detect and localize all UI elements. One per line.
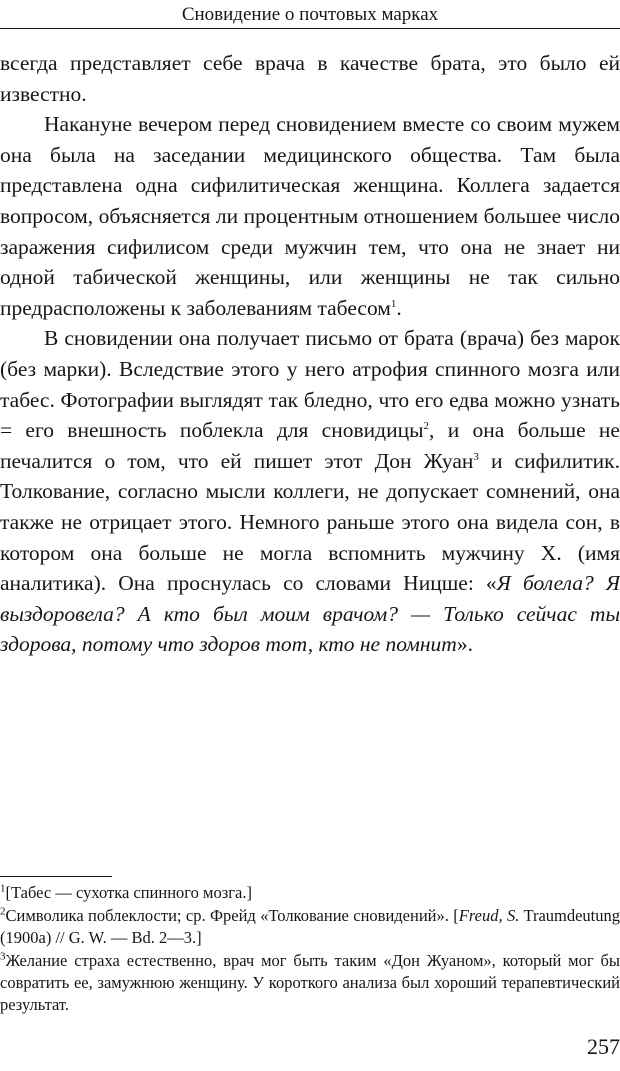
page-number: 257	[587, 1034, 620, 1059]
footnote-ref-1: 1	[390, 297, 397, 310]
running-head: Сновидение о почтовых марках	[181, 4, 439, 25]
paragraph-2: Накануне вечером перед сновидением вместе со своим мужем она была на заседании медицинского общества. Там была представлена одна сифилитическая женщина. Коллега задается вопросом, объясняется ли процентным отношением большее число заражения сифилисом среди мужчин тем, что она не знает ни одной табической женщины, или женщины не так сильно предрасположены к заболеваниям табесом$^1$.	[0, 112, 620, 320]
footnotes	[0, 882, 620, 1017]
paragraph-3-part-2: , и она больше не печалится о том, что ей пишет этот Дон Жуан	[0, 418, 620, 473]
footnote-2-text-a: Символика поблеклости; ср. Фрейд «Толкование сновидений». [	[5, 906, 459, 925]
footnote-number-2: 2	[0, 905, 6, 918]
paragraph-3	[0, 323, 620, 660]
paragraph-3-part-1: В сновидении она получает письмо от брата (врача) без марок (без марки). Вследствие этого у него атрофия спинного мозга или табес. Фотографии выглядят так бледно, что его едва можно узнать = его внешность поблекла для сновидицы	[0, 326, 620, 443]
nietzsche-quote: Я болела? Я выздоровела? А кто был моим врачом? — Только сейчас ты здорова, потому что здоров тот, кто не помнит	[0, 571, 620, 657]
footnote-number-3: 3	[0, 950, 6, 963]
paragraph-1	[0, 48, 620, 109]
paragraph-3-part-3: и сифилитик. Толкование, согласно мысли коллеги, не допускает сомнений, она также не отрицает этого. Немного раньше этого она видела сон, в котором она больше не могла вспомнить мужчину X. (имя аналитика). Она проснулась со словами Ницше: «	[0, 448, 620, 596]
footnote-2	[0, 905, 620, 949]
paragraph-1-text: всегда представляет себе врача в качестве брата, это было ей известно.	[0, 51, 620, 106]
footnote-3-text: Желание страха естественно, врач мог быть таким «Дон Жуаном», который мог бы совратить ее, замужнюю женщину. У короткого анализа был хороший терапевтический результат.	[0, 951, 620, 1014]
footnote-3	[0, 950, 620, 1016]
header-rule	[0, 28, 620, 29]
footnote-2-text-b: Traumdeutung (1900a) // G. W. — Bd. 2—3.]	[0, 906, 620, 947]
paragraph-3-part-4: ».	[456, 632, 473, 657]
paragraph-2-text: Накануне вечером перед сновидением вместе со своим мужем она была на заседании медицинского общества. Там была представлена одна сифилитическая женщина. Коллега задается вопросом, объясняется ли процентным отношением большее число заражения сифилисом среди мужчин тем, что она не знает ни одной табической женщины, или женщины не так сильно предрасположены к заболеваниям табесом	[0, 112, 620, 320]
footnote-ref-2: 2	[423, 419, 430, 432]
footnote-number-1: 1	[0, 882, 6, 895]
footnote-rule	[0, 876, 112, 877]
body-text	[0, 48, 620, 660]
footnote-1-text: [Табес — сухотка спинного мозга.]	[5, 883, 252, 902]
footnote-ref-3: 3	[473, 450, 479, 463]
footnote-2-author: Freud, S.	[458, 906, 520, 925]
footnote-1	[0, 882, 620, 904]
